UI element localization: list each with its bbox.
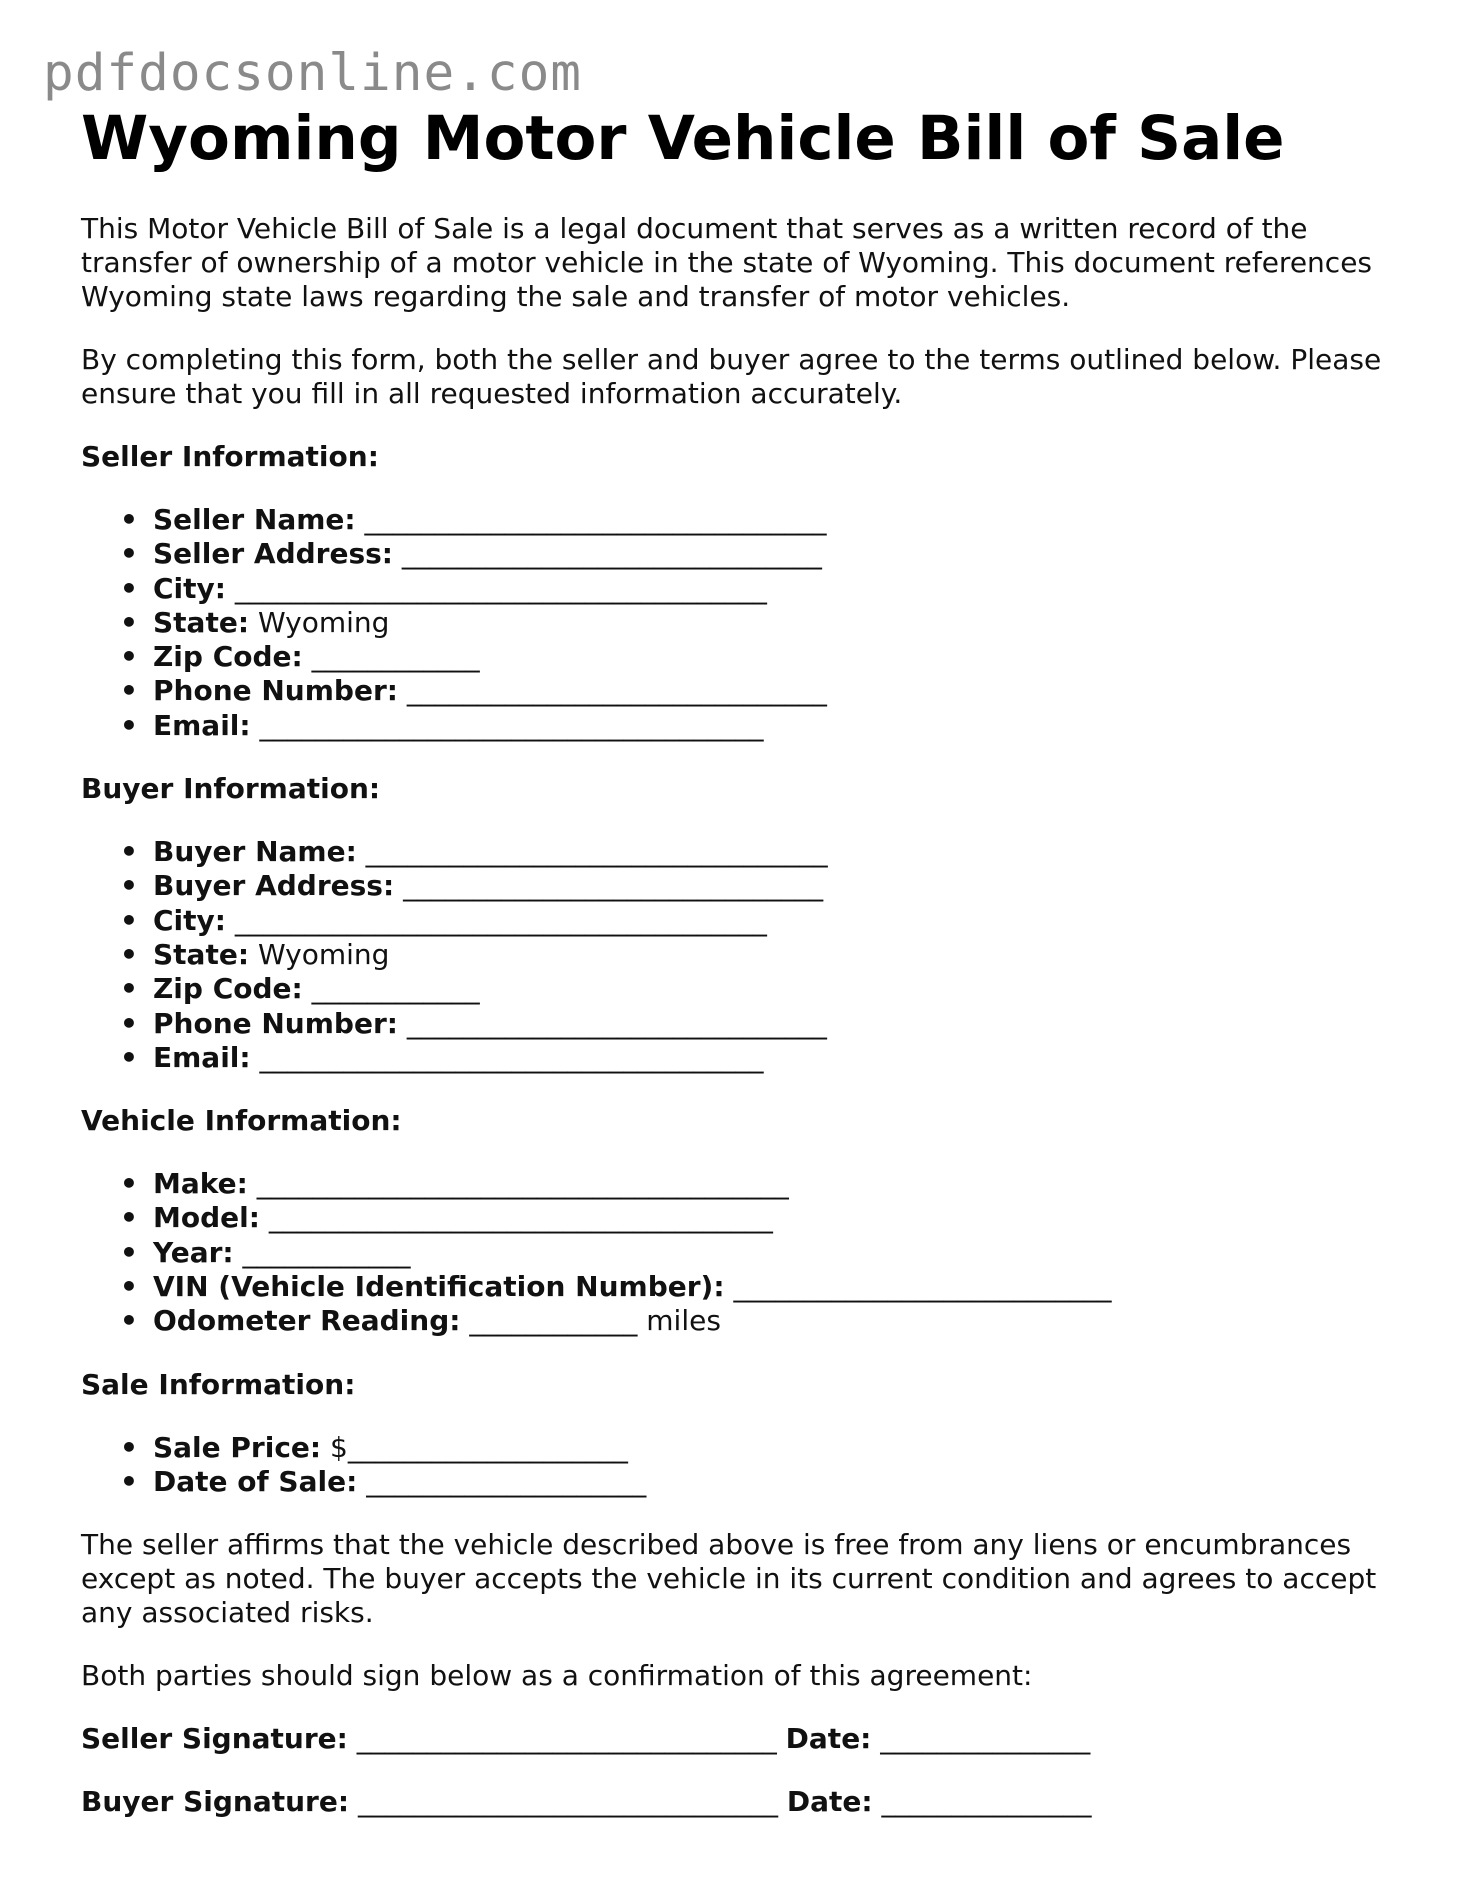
seller-date-label: Date: [785, 1722, 872, 1756]
vehicle-year-field[interactable]: • Year: ____________ [120, 1235, 411, 1269]
sale-section-heading: Sale Information: [81, 1367, 356, 1401]
seller-address-field[interactable]: • Seller Address: ______________________________ [120, 537, 822, 571]
buyer-email-field[interactable]: • Email: ____________________________________ [120, 1040, 764, 1074]
buyer-date-line[interactable]: _______________ [881, 1785, 1092, 1819]
vehicle-make-field[interactable]: • Make: ______________________________________ [120, 1167, 789, 1201]
seller-state-field: • State: Wyoming [120, 605, 390, 639]
sale-fields-list [81, 1431, 1411, 1500]
document-body [81, 104, 1411, 1819]
seller-date-line[interactable]: _______________ [880, 1722, 1091, 1756]
buyer-signature-row [81, 1785, 1411, 1819]
buyer-name-field[interactable]: • Buyer Name: _________________________________ [120, 835, 828, 869]
seller-signature-label: Seller Signature: [81, 1722, 348, 1756]
buyer-signature-line[interactable]: ______________________________ [357, 1785, 778, 1819]
seller-zip-field[interactable]: • Zip Code: ____________ [120, 640, 480, 674]
buyer-signature-label: Buyer Signature: [81, 1785, 350, 1819]
buyer-date-label: Date: [786, 1785, 873, 1819]
sale-date-field[interactable]: • Date of Sale: ____________________ [120, 1464, 647, 1498]
buyer-phone-field[interactable]: • Phone Number: ______________________________ [120, 1006, 827, 1040]
buyer-fields-list [81, 835, 1411, 1075]
document-title: Wyoming Motor Vehicle Bill of Sale [81, 103, 1285, 174]
instructions-paragraph: By completing this form, both the seller and buyer agree to the terms outlined below. Please ensure that you fill in all requested information accurately. [81, 343, 1382, 410]
seller-phone-field[interactable]: • Phone Number: ______________________________ [120, 674, 827, 708]
seller-section-heading: Seller Information: [81, 440, 379, 473]
seller-name-field[interactable]: • Seller Name: _________________________________ [120, 503, 827, 536]
sale-price-field[interactable]: • Sale Price: $____________________ [120, 1430, 628, 1464]
vehicle-vin-field[interactable]: • VIN (Vehicle Identification Number): ___________________________ [120, 1270, 1112, 1304]
seller-city-field[interactable]: • City: ______________________________________ [120, 571, 767, 605]
buyer-address-field[interactable]: • Buyer Address: ______________________________ [120, 869, 824, 903]
seller-signature-row [81, 1722, 1411, 1756]
buyer-city-field[interactable]: • City: ______________________________________ [120, 903, 767, 937]
seller-fields-list [81, 503, 1411, 743]
signature-instruction: Both parties should sign below as a confirmation of this agreement: [81, 1659, 1033, 1693]
vehicle-section-heading: Vehicle Information: [81, 1104, 402, 1138]
intro-paragraph: This Motor Vehicle Bill of Sale is a legal document that serves as a written record of the transfer of ownership of a motor vehicle in the state of Wyoming. This document references Wyoming state laws regarding the sale and transfer of motor vehicles. [81, 212, 1373, 313]
affirmation-paragraph: The seller affirms that the vehicle described above is free from any liens or encumbrances except as noted. The buyer accepts the vehicle in its current condition and agrees to accept any associated risks. [81, 1528, 1377, 1630]
watermark: pdfdocsonline.com [43, 44, 582, 103]
vehicle-model-field[interactable]: • Model: ____________________________________ [120, 1201, 773, 1235]
vehicle-fields-list [81, 1167, 1411, 1338]
buyer-zip-field[interactable]: • Zip Code: ____________ [120, 972, 480, 1006]
vehicle-odometer-field[interactable]: • Odometer Reading: ____________ miles [120, 1304, 721, 1338]
buyer-section-heading: Buyer Information: [81, 772, 381, 806]
seller-email-field[interactable]: • Email: ____________________________________ [120, 708, 764, 742]
seller-signature-line[interactable]: ______________________________ [356, 1722, 777, 1756]
buyer-state-field: • State: Wyoming [120, 937, 390, 971]
